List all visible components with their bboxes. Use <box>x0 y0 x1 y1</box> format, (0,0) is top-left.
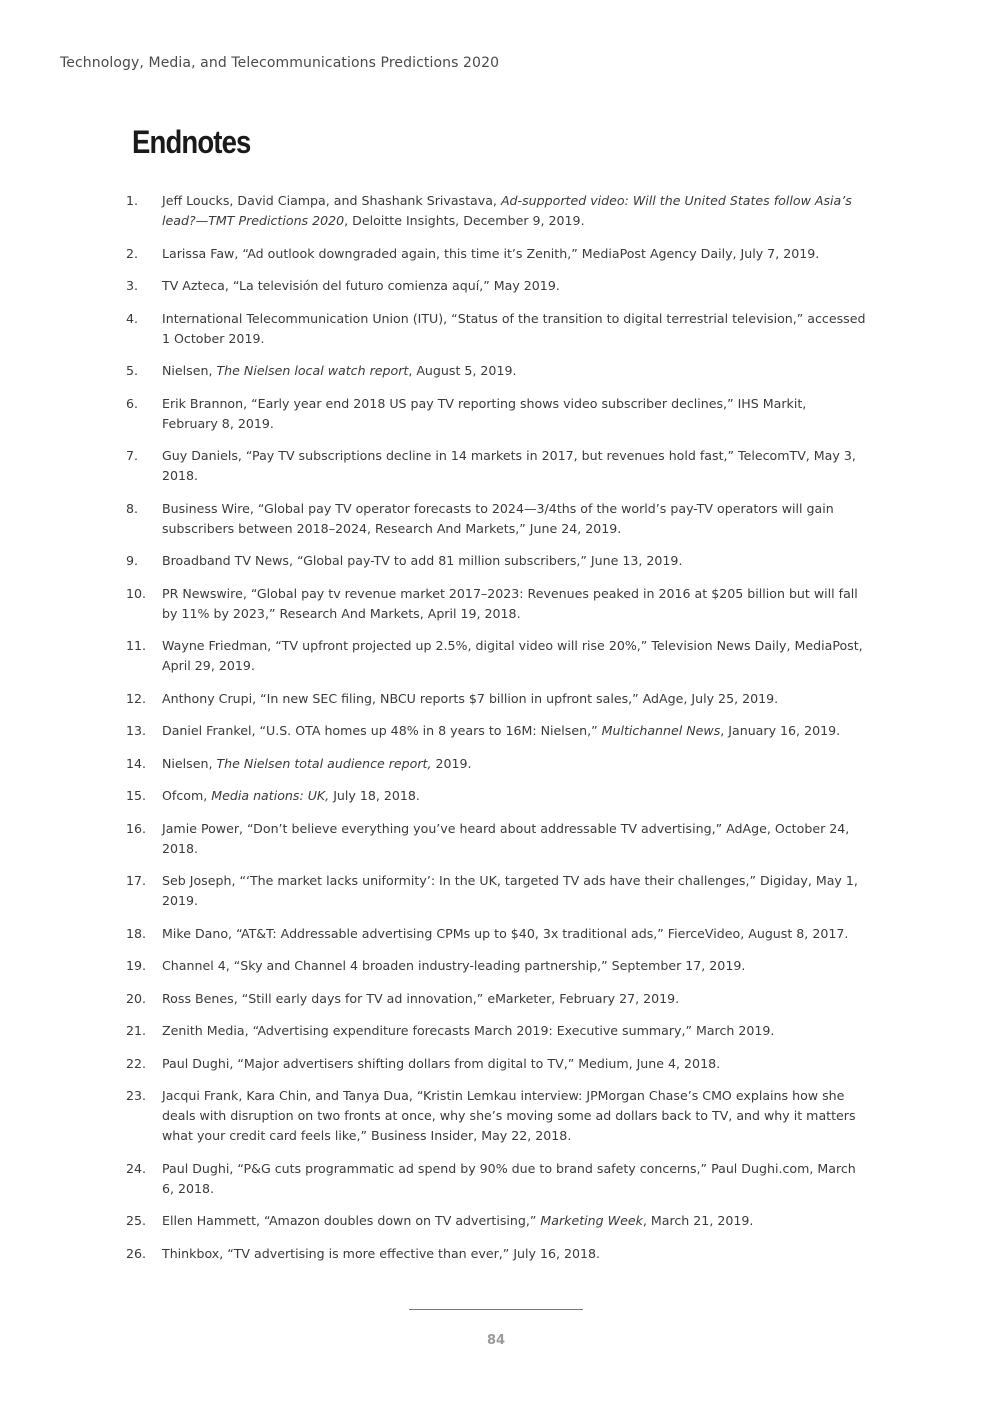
endnote-text <box>162 689 866 709</box>
endnote-text-part: Anthony Crupi, “In new SEC filing, NBCU reports $7 billion in upfront sales,” AdAge, July 25, 2019. <box>162 690 779 706</box>
endnote-text-part: July 18, 2018. <box>329 788 420 803</box>
endnote-text-part: Guy Daniels, “Pay TV subscriptions decline in 14 markets in 2017, but revenues hold fast,” TelecomTV, May 3, 2018. <box>162 448 856 483</box>
endnote-text <box>162 1159 866 1199</box>
endnote-item <box>126 721 866 741</box>
endnote-text <box>162 1244 866 1264</box>
endnote-number: 16. <box>126 820 147 836</box>
endnote-item <box>126 689 866 709</box>
endnote-italic-title: The Nielsen local watch report <box>216 363 409 378</box>
endnote-item <box>126 309 866 349</box>
endnote-text <box>162 1021 866 1041</box>
endnote-number: 26. <box>126 1245 147 1261</box>
endnote-number: 8. <box>126 500 139 516</box>
endnote-text <box>162 924 866 944</box>
endnote-text <box>162 499 866 539</box>
endnote-number: 18. <box>126 925 147 941</box>
endnote-text <box>162 244 866 264</box>
endnote-number: 12. <box>126 690 147 706</box>
endnote-item <box>126 499 866 539</box>
endnote-item <box>126 1086 866 1146</box>
endnote-number: 21. <box>126 1023 147 1038</box>
endnote-item <box>126 1054 866 1074</box>
endnote-number: 20. <box>126 990 147 1006</box>
endnote-text-part: Channel 4, “Sky and Channel 4 broaden industry-leading partnership,” September 17, 2019. <box>162 958 746 973</box>
footer-divider <box>409 1309 583 1310</box>
endnote-item <box>126 754 866 774</box>
endnote-italic-title: The Nielsen total audience report, <box>216 755 432 771</box>
endnote-item <box>126 361 866 381</box>
endnote-text-part: , August 5, 2019. <box>408 363 517 378</box>
endnote-text <box>162 191 866 231</box>
endnote-number: 10. <box>126 585 147 601</box>
endnote-item <box>126 1211 866 1231</box>
endnote-text <box>162 1211 866 1231</box>
endnote-number: 3. <box>126 278 139 293</box>
endnote-item <box>126 636 866 676</box>
endnote-text-part: International Telecommunication Union (ITU), “Status of the transition to digital terrestrial television,” accessed 1 October 2019. <box>162 310 866 346</box>
endnote-text-part: , January 16, 2019. <box>720 723 841 738</box>
endnote-text-part: Ross Benes, “Still early days for TV ad innovation,” eMarketer, February 27, 2019. <box>162 990 680 1006</box>
endnote-text-part: Jamie Power, “Don’t believe everything you’ve heard about addressable TV advertising,” AdAge, October 24, 2018. <box>162 820 850 856</box>
endnote-text <box>162 636 866 676</box>
endnote-text-part: Ellen Hammett, “Amazon doubles down on TV advertising,” <box>162 1213 541 1228</box>
endnote-item <box>126 989 866 1009</box>
endnote-text <box>162 1054 866 1074</box>
endnote-number: 19. <box>126 958 147 973</box>
endnote-text-part: Nielsen, <box>162 755 217 771</box>
endnote-text-part: Paul Dughi, “P&G cuts programmatic ad spend by 90% due to brand safety concerns,” Paul Dughi.com, March 6, 2018. <box>162 1160 856 1196</box>
endnote-text <box>162 871 866 911</box>
endnote-text <box>162 309 866 349</box>
endnote-text <box>162 754 866 774</box>
endnote-number: 13. <box>126 723 147 738</box>
endnote-text-part: Ofcom, <box>162 788 212 803</box>
endnote-item <box>126 956 866 976</box>
endnote-text <box>162 276 866 296</box>
endnote-number: 14. <box>126 755 147 771</box>
endnote-item <box>126 819 866 859</box>
page-number: 84 <box>486 1333 506 1348</box>
endnote-item <box>126 1244 866 1264</box>
endnote-italic-title: Ad-supported video: Will the United States follow Asia’s lead?—TMT Predictions 2020 <box>162 193 852 228</box>
endnote-text <box>162 584 866 624</box>
endnote-number: 2. <box>126 245 139 261</box>
endnote-italic-title: Multichannel News <box>601 723 721 738</box>
endnote-number: 4. <box>126 310 139 326</box>
endnote-text-part: , March 21, 2019. <box>642 1213 754 1228</box>
endnote-text-part: , Deloitte Insights, December 9, 2019. <box>344 213 585 228</box>
endnote-number: 22. <box>126 1055 147 1071</box>
endnote-text-part: Nielsen, <box>162 363 217 378</box>
endnote-text-part: Wayne Friedman, “TV upfront projected up 2.5%, digital video will rise 20%,” Television News Daily, MediaPost, April 29, 2019. <box>162 638 863 673</box>
endnote-text-part: 2019. <box>431 755 472 771</box>
endnote-item <box>126 244 866 264</box>
endnote-number: 1. <box>126 193 139 208</box>
endnote-item <box>126 584 866 624</box>
endnote-number: 24. <box>126 1160 147 1176</box>
endnote-text-part: Seb Joseph, “‘The market lacks uniformity’: In the UK, targeted TV ads have their challenges,” Digiday, May 1, 2019. <box>162 873 858 908</box>
endnote-item <box>126 394 866 434</box>
endnotes-list <box>126 191 866 1276</box>
endnote-number: 17. <box>126 873 147 888</box>
endnote-item <box>126 1159 866 1199</box>
endnote-text <box>162 394 866 434</box>
endnote-item <box>126 446 866 486</box>
endnote-number: 25. <box>126 1213 147 1228</box>
endnote-text-part: Jacqui Frank, Kara Chin, and Tanya Dua, “Kristin Lemkau interview: JPMorgan Chase’s CMO explains how she deals with disruption on two fronts at once, why she’s moving some ad dollars back to TV, and why it matters what your credit card feels like,” Business Insider, May 22, 2018. <box>162 1088 856 1143</box>
endnote-item <box>126 1021 866 1041</box>
endnote-text-part: Larissa Faw, “Ad outlook downgraded again, this time it’s Zenith,” MediaPost Agency Daily, July 7, 2019. <box>162 245 820 261</box>
endnote-text <box>162 551 866 571</box>
endnote-item <box>126 191 866 231</box>
endnote-text-part: Jeff Loucks, David Ciampa, and Shashank Srivastava, <box>162 193 501 208</box>
endnote-text-part: Daniel Frankel, “U.S. OTA homes up 48% in 8 years to 16M: Nielsen,” <box>162 723 602 738</box>
endnote-number: 7. <box>126 448 139 463</box>
endnote-item <box>126 551 866 571</box>
endnote-text <box>162 361 866 381</box>
endnote-text <box>162 721 866 741</box>
endnote-text <box>162 786 866 806</box>
page-title: Endnotes <box>132 124 251 160</box>
endnote-text-part: Broadband TV News, “Global pay-TV to add 81 million subscribers,” June 13, 2019. <box>162 553 683 568</box>
endnote-number: 6. <box>126 395 139 411</box>
endnote-text-part: Thinkbox, “TV advertising is more effective than ever,” July 16, 2018. <box>162 1245 601 1261</box>
endnote-text <box>162 819 866 859</box>
endnote-text-part: Zenith Media, “Advertising expenditure forecasts March 2019: Executive summary,” March 2019. <box>162 1023 775 1038</box>
endnote-number: 5. <box>126 363 139 378</box>
endnote-italic-title: Media nations: UK, <box>211 788 330 803</box>
endnote-italic-title: Marketing Week <box>540 1213 643 1228</box>
endnote-text-part: Paul Dughi, “Major advertisers shifting dollars from digital to TV,” Medium, June 4, 2018. <box>162 1055 721 1071</box>
endnote-text <box>162 1086 866 1146</box>
endnote-text-part: Business Wire, “Global pay TV operator forecasts to 2024—3/4ths of the world’s pay-TV operators will gain subscribers between 2018–2024, Research And Markets,” June 24, 2019. <box>162 500 834 536</box>
endnote-text-part: Erik Brannon, “Early year end 2018 US pay TV reporting shows video subscriber declines,” IHS Markit, February 8, 2019. <box>162 395 807 431</box>
endnote-item <box>126 276 866 296</box>
endnote-item <box>126 924 866 944</box>
endnote-number: 23. <box>126 1088 147 1103</box>
endnote-number: 9. <box>126 553 139 568</box>
endnote-text <box>162 446 866 486</box>
endnote-text-part: PR Newswire, “Global pay tv revenue market 2017–2023: Revenues peaked in 2016 at $205 billion but will fall by 11% by 2023,” Research And Markets, April 19, 2018. <box>162 585 858 621</box>
endnote-text-part: Mike Dano, “AT&T: Addressable advertising CPMs up to $40, 3x traditional ads,” FierceVideo, August 8, 2017. <box>162 925 849 941</box>
endnote-number: 11. <box>126 638 147 653</box>
endnote-item <box>126 871 866 911</box>
endnote-text-part: TV Azteca, “La televisión del futuro comienza aquí,” May 2019. <box>162 278 560 293</box>
endnote-item <box>126 786 866 806</box>
endnote-text <box>162 956 866 976</box>
endnote-text <box>162 989 866 1009</box>
endnote-number: 15. <box>126 788 147 803</box>
running-header: Technology, Media, and Telecommunications Predictions 2020 <box>60 55 500 71</box>
